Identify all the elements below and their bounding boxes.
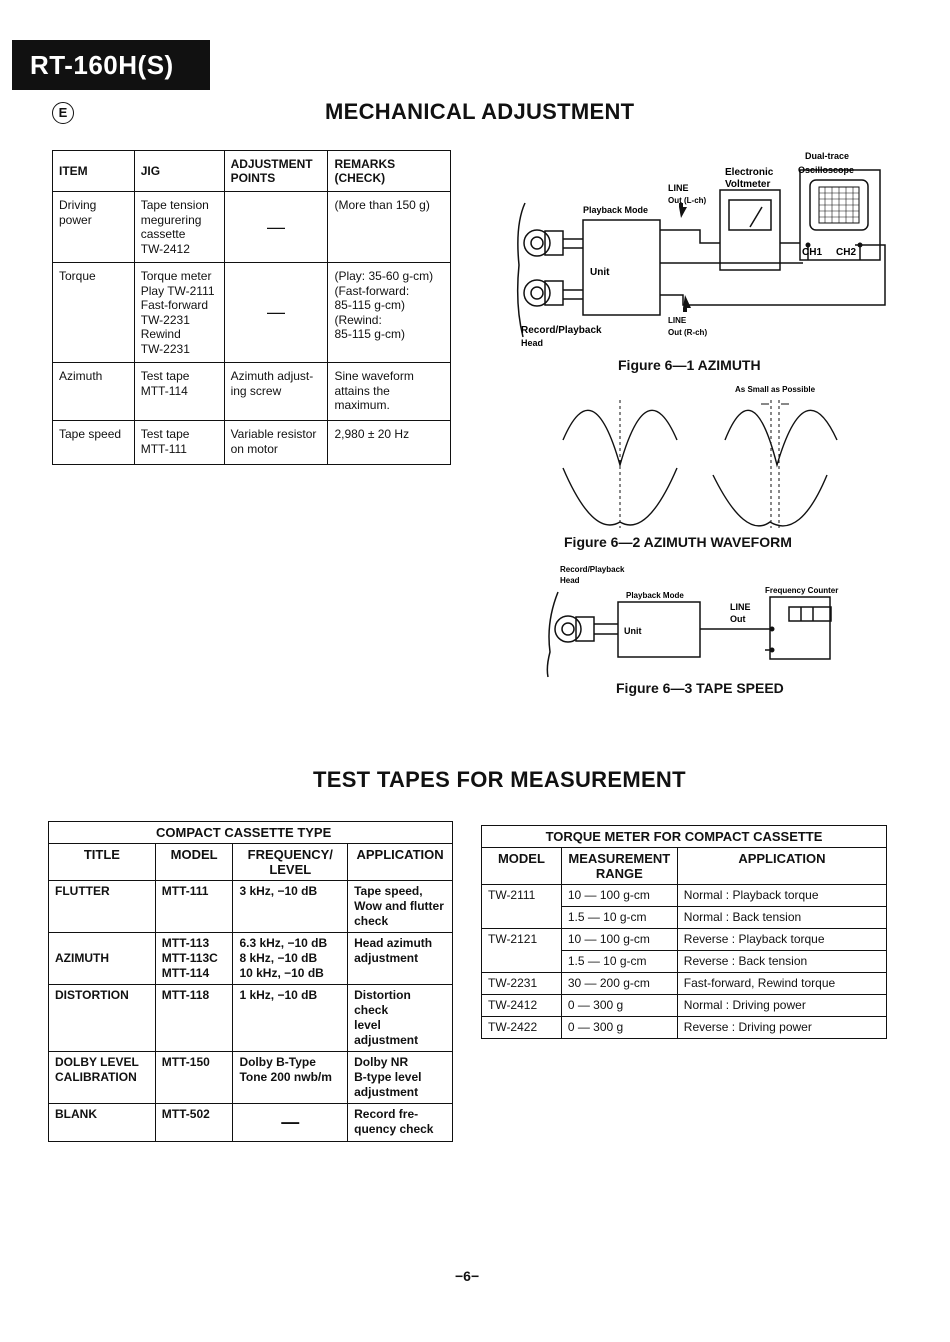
- title-cell: BLANK: [49, 1104, 156, 1142]
- page-number: −6−: [455, 1268, 480, 1284]
- range-cell: 1.5 — 10 g-cm: [561, 907, 677, 929]
- table-row: [49, 1052, 453, 1104]
- column-header: MODEL: [482, 848, 562, 885]
- item-cell: Torque: [53, 263, 135, 363]
- label-electronic: Electronic: [725, 167, 774, 178]
- column-header: MEASUREMENT RANGE: [561, 848, 677, 885]
- mechanical-adjustment-table: [52, 150, 451, 465]
- points-cell: —: [224, 263, 328, 363]
- label-head-1: Record/Playback: [521, 325, 602, 336]
- column-header: ITEM: [53, 151, 135, 192]
- compact-cassette-table: [48, 821, 453, 1142]
- label-head-2: Head: [560, 576, 580, 585]
- table-title: TORQUE METER FOR COMPACT CASSETTE: [482, 826, 887, 848]
- column-header: REMARKS (CHECK): [328, 151, 451, 192]
- table-header-row: [53, 151, 451, 192]
- label-line-r: LINE: [668, 316, 687, 325]
- table-row: [482, 973, 887, 995]
- application-cell: Reverse : Playback torque: [677, 929, 886, 951]
- tape-speed-diagram: [540, 562, 860, 682]
- frequency-cell: —: [233, 1104, 348, 1142]
- model-cell: MTT-111: [155, 881, 233, 933]
- column-header: APPLICATION: [348, 844, 453, 881]
- table-header-row: [49, 844, 453, 881]
- points-cell: Azimuth adjust- ing screw: [224, 363, 328, 421]
- range-cell: 0 — 300 g: [561, 995, 677, 1017]
- table-row: [482, 929, 887, 951]
- item-cell: Tape speed: [53, 421, 135, 465]
- range-cell: 0 — 300 g: [561, 1017, 677, 1039]
- label-unit: Unit: [590, 267, 610, 278]
- range-cell: 10 — 100 g-cm: [561, 885, 677, 907]
- table-title-row: [482, 826, 887, 848]
- label-as-small-as-possible: As Small as Possible: [735, 385, 816, 394]
- application-cell: Reverse : Driving power: [677, 1017, 886, 1039]
- application-cell: Record fre- quency check: [348, 1104, 453, 1142]
- table-row: [49, 881, 453, 933]
- model-cell: TW-2422: [482, 1017, 562, 1039]
- application-cell: Reverse : Back tension: [677, 951, 886, 973]
- application-cell: Normal : Playback torque: [677, 885, 886, 907]
- azimuth-waveform-diagram: [555, 380, 855, 530]
- language-mark: E: [52, 102, 74, 124]
- frequency-cell: 1 kHz, −10 dB: [233, 985, 348, 1052]
- label-line-l: LINE: [668, 183, 689, 193]
- model-cell: MTT-502: [155, 1104, 233, 1142]
- application-cell: Fast-forward, Rewind torque: [677, 973, 886, 995]
- frequency-cell: 3 kHz, −10 dB: [233, 881, 348, 933]
- model-banner: RT-160H(S): [12, 40, 210, 90]
- model-cell: TW-2111: [482, 885, 562, 929]
- label-voltmeter: Voltmeter: [725, 179, 771, 190]
- figure-6-2-caption: Figure 6—2 AZIMUTH WAVEFORM: [564, 534, 792, 550]
- table-title: COMPACT CASSETTE TYPE: [49, 822, 453, 844]
- application-cell: Tape speed, Wow and flutter check: [348, 881, 453, 933]
- table-row: [53, 421, 451, 465]
- model-cell: TW-2412: [482, 995, 562, 1017]
- table-row: [49, 933, 453, 985]
- title-cell: AZIMUTH: [49, 933, 156, 985]
- column-header: APPLICATION: [677, 848, 886, 885]
- application-cell: Normal : Driving power: [677, 995, 886, 1017]
- table-title-row: [49, 822, 453, 844]
- label-dual-trace: Dual-trace: [805, 151, 850, 161]
- frequency-cell: 6.3 kHz, −10 dB 8 kHz, −10 dB 10 kHz, −10 dB: [233, 933, 348, 985]
- application-cell: Normal : Back tension: [677, 907, 886, 929]
- frequency-cell: Dolby B-Type Tone 200 nwb/m: [233, 1052, 348, 1104]
- label-oscilloscope: Oscilloscope: [798, 165, 855, 175]
- table-row: [49, 1104, 453, 1142]
- table-header-row: [482, 848, 887, 885]
- figure-6-1-caption: Figure 6—1 AZIMUTH: [618, 357, 761, 373]
- table-row: [482, 885, 887, 907]
- torque-meter-table: [481, 825, 887, 1039]
- range-cell: 30 — 200 g-cm: [561, 973, 677, 995]
- model-cell: MTT-150: [155, 1052, 233, 1104]
- column-header: ADJUSTMENT POINTS: [224, 151, 328, 192]
- label-head-1: Record/Playback: [560, 565, 625, 574]
- jig-cell: Test tape MTT-114: [134, 363, 224, 421]
- table-row: [482, 1017, 887, 1039]
- label-out-l: Out (L-ch): [668, 196, 707, 205]
- table-row: [49, 985, 453, 1052]
- table-row: [53, 363, 451, 421]
- remarks-cell: (Play: 35-60 g-cm) (Fast-forward: 85-115 g-cm) (Rewind: 85-115 g-cm): [328, 263, 451, 363]
- table-row: [53, 263, 451, 363]
- label-unit: Unit: [624, 626, 642, 636]
- jig-cell: Torque meter Play TW-2111 Fast-forward TW-2231 Rewind TW-2231: [134, 263, 224, 363]
- application-cell: Dolby NR B-type level adjustment: [348, 1052, 453, 1104]
- remarks-cell: Sine waveform attains the maximum.: [328, 363, 451, 421]
- column-header: MODEL: [155, 844, 233, 881]
- label-out: Out: [730, 614, 746, 624]
- label-frequency-counter: Frequency Counter: [765, 586, 839, 595]
- points-cell: Variable resistor on motor: [224, 421, 328, 465]
- azimuth-diagram: [505, 145, 905, 360]
- column-header: TITLE: [49, 844, 156, 881]
- title-cell: FLUTTER: [49, 881, 156, 933]
- item-cell: Driving power: [53, 192, 135, 263]
- model-cell: TW-2231: [482, 973, 562, 995]
- column-header: FREQUENCY/ LEVEL: [233, 844, 348, 881]
- label-line: LINE: [730, 602, 751, 612]
- jig-cell: Test tape MTT-111: [134, 421, 224, 465]
- label-ch1: CH1: [802, 247, 823, 258]
- item-cell: Azimuth: [53, 363, 135, 421]
- figure-6-3-caption: Figure 6—3 TAPE SPEED: [616, 680, 784, 696]
- column-header: JIG: [134, 151, 224, 192]
- remarks-cell: 2,980 ± 20 Hz: [328, 421, 451, 465]
- application-cell: Head azimuth adjustment: [348, 933, 453, 985]
- label-ch2: CH2: [836, 247, 857, 258]
- table-row: [53, 192, 451, 263]
- label-out-r: Out (R-ch): [668, 328, 708, 337]
- model-cell: MTT-118: [155, 985, 233, 1052]
- points-cell: —: [224, 192, 328, 263]
- jig-cell: Tape tension megurering cassette TW-2412: [134, 192, 224, 263]
- table-row: [482, 995, 887, 1017]
- remarks-cell: (More than 150 g): [328, 192, 451, 263]
- range-cell: 10 — 100 g-cm: [561, 929, 677, 951]
- label-playback-mode: Playback Mode: [583, 205, 649, 215]
- title-cell: DISTORTION: [49, 985, 156, 1052]
- application-cell: Distortion check level adjustment: [348, 985, 453, 1052]
- model-cell: TW-2121: [482, 929, 562, 973]
- range-cell: 1.5 — 10 g-cm: [561, 951, 677, 973]
- mechanical-adjustment-heading: MECHANICAL ADJUSTMENT: [325, 99, 635, 124]
- label-playback-mode: Playback Mode: [626, 591, 684, 600]
- test-tapes-heading: TEST TAPES FOR MEASUREMENT: [313, 767, 686, 792]
- title-cell: DOLBY LEVEL CALIBRATION: [49, 1052, 156, 1104]
- model-cell: MTT-113 MTT-113C MTT-114: [155, 933, 233, 985]
- label-head-2: Head: [521, 338, 544, 348]
